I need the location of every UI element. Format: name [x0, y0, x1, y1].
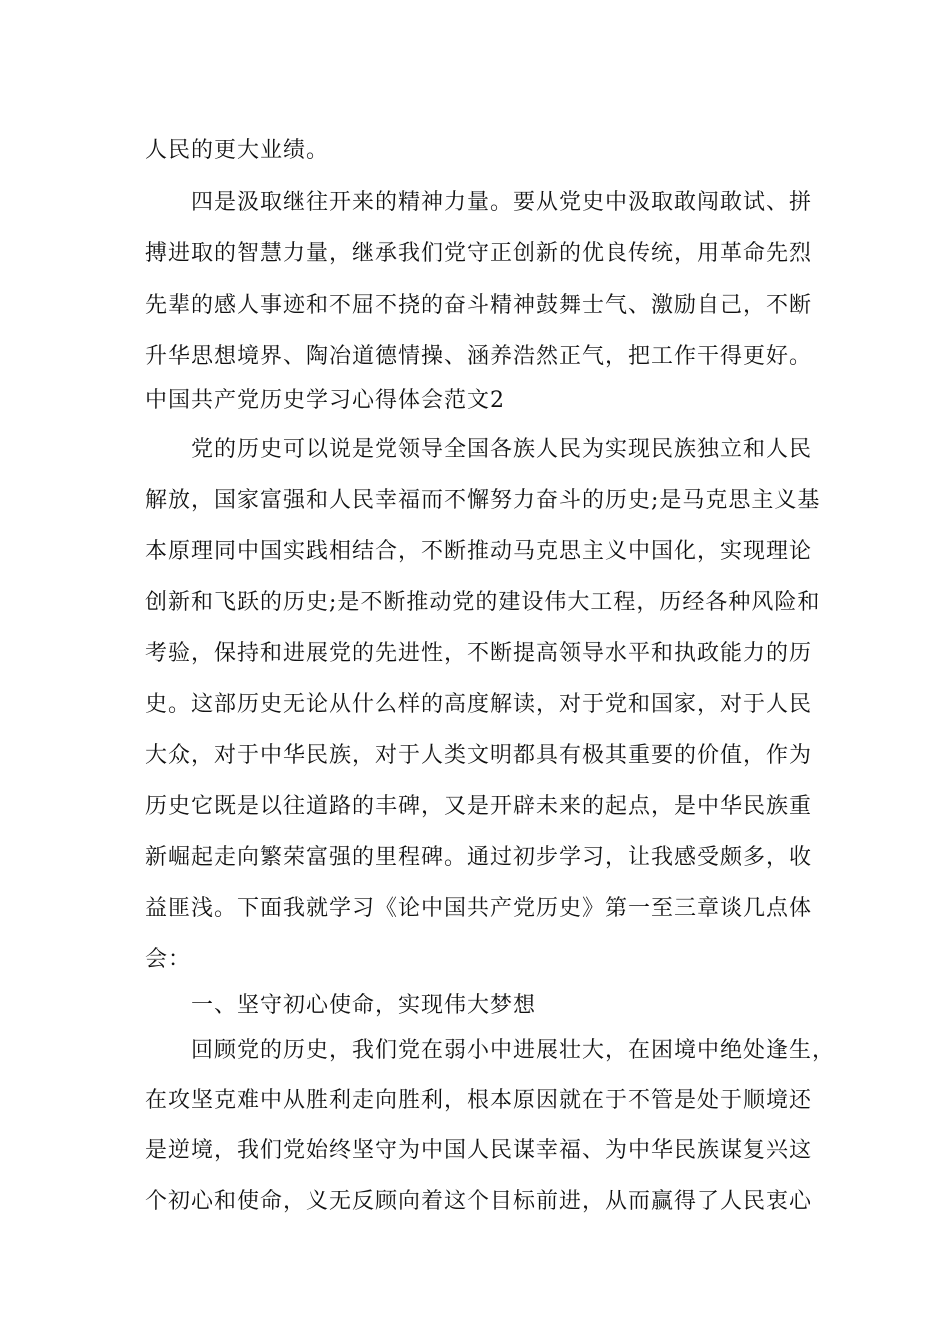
text-line: 新崛起走向繁荣富强的里程碑。通过初步学习，让我感受颇多，收: [145, 845, 813, 870]
text-line: 历史它既是以往道路的丰碑，又是开辟未来的起点，是中华民族重: [145, 794, 813, 819]
text-line: 回顾党的历史，我们党在弱小中进展壮大，在困境中绝处逢生，: [191, 1038, 836, 1063]
text-line: 创新和飞跃的历史;是不断推动党的建设伟大工程，历经各种风险和: [145, 590, 821, 615]
text-line: 是逆境，我们党始终坚守为中国人民谋幸福、为中华民族谋复兴这: [145, 1138, 813, 1163]
text-line: 四是汲取继往开来的精神力量。要从党史中汲取敢闯敢试、拼: [191, 190, 813, 215]
text-line: 人民的更大业绩。: [145, 138, 330, 163]
text-line: 益匪浅。下面我就学习《论中国共产党历史》第一至三章谈几点体: [145, 896, 813, 921]
subsection-title: 一、坚守初心使命，实现伟大梦想: [191, 993, 537, 1018]
text-line: 党的历史可以说是党领导全国各族人民为实现民族独立和人民: [191, 437, 813, 462]
text-line: 个初心和使命，义无反顾向着这个目标前进，从而赢得了人民衷心: [145, 1189, 813, 1214]
section-title: 中国共产党历史学习心得体会范文2: [145, 388, 505, 413]
text-line: 史。这部历史无论从什么样的高度解读，对于党和国家，对于人民: [145, 692, 813, 717]
text-line: 本原理同中国实践相结合，不断推动马克思主义中国化，实现理论: [145, 539, 813, 564]
text-line: 大众，对于中华民族，对于人类文明都具有极其重要的价值，作为: [145, 743, 813, 768]
text-line: 解放，国家富强和人民幸福而不懈努力奋斗的历史;是马克思主义基: [145, 488, 821, 513]
text-line: 搏进取的智慧力量，继承我们党守正创新的优良传统，用革命先烈: [145, 241, 813, 266]
text-line: 先辈的感人事迹和不屈不挠的奋斗精神鼓舞士气、激励自己，不断: [145, 293, 813, 318]
text-line: 在攻坚克难中从胜利走向胜利，根本原因就在于不管是处于顺境还: [145, 1088, 813, 1113]
text-line: 升华思想境界、陶冶道德情操、涵养浩然正气，把工作干得更好。: [145, 344, 813, 369]
text-line: 考验，保持和进展党的先进性，不断提高领导水平和执政能力的历: [145, 641, 813, 666]
text-line: 会：: [145, 947, 192, 972]
